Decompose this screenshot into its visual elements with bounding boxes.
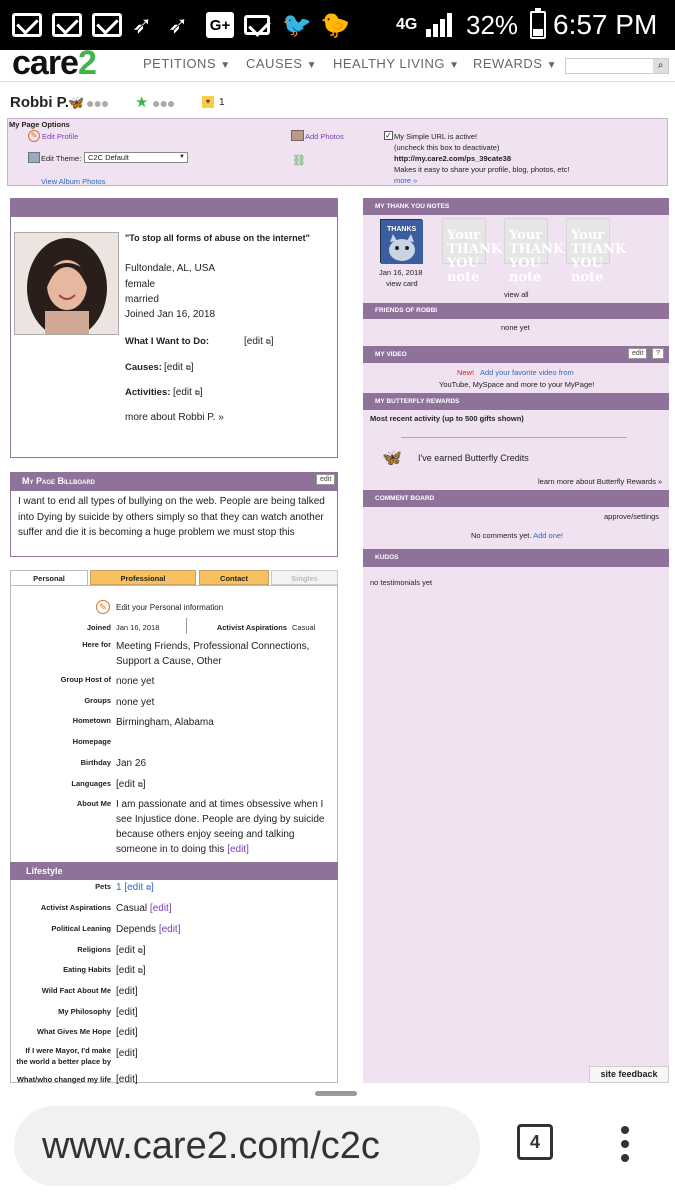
profile-location: Fultondale, AL, USA [125,263,216,274]
political-label: Political Leaning [51,924,111,933]
tab-personal[interactable]: Personal [10,570,88,585]
eating-edit-link[interactable]: [edit ⧉] [116,965,146,976]
drag-handle[interactable] [315,1091,357,1096]
gmail-icon [12,10,42,40]
video-edit-button[interactable]: edit [628,348,647,359]
simple-url-checkbox[interactable]: ✓ [385,131,392,140]
simple-url-status: My Simple URL is active! [394,132,478,141]
bird-icon: ➶ [168,11,189,39]
approve-settings-link[interactable]: approve/settings [604,512,660,521]
grouphost-value: none yet [116,676,155,687]
cat-card-icon [381,220,423,264]
tab-professional[interactable]: Professional [90,570,196,585]
edit-pencil-icon: ✎ [96,600,110,614]
status-bar [0,0,675,50]
theme-select[interactable]: C2C Default ▼ [84,152,188,163]
signal-icon [426,10,452,40]
more-link[interactable]: more » [394,176,418,185]
edit-profile-link[interactable]: Edit Profile [42,132,79,141]
view-card-link[interactable]: view card [386,279,418,288]
google-plus-icon: G+ [206,10,234,40]
changed-edit-link[interactable]: [edit] [116,1074,138,1085]
top-nav [0,44,675,82]
aboutme-label: About Me [76,799,111,808]
twitter-icon: 🐦 [282,11,312,39]
nav-petitions[interactable]: PETITIONS ▼ [143,56,231,71]
thank-you-card[interactable] [380,219,422,263]
activist-edit-link[interactable]: [edit] [149,903,172,914]
level-dots: ●●● [152,95,175,111]
card-text: THANKS [387,226,417,233]
thanks-date: Jan 16, 2018 [379,268,423,277]
video-line-2[interactable]: YouTube, MySpace and more to your MyPage! [439,380,595,389]
theme-icon [28,152,40,163]
religions-label: Religions [77,945,111,954]
battery-percent: 32% [466,9,519,40]
add-photos-link[interactable]: Add Photos [305,132,344,141]
simple-url[interactable]: http://my.care2.com/ps_39cate38 [394,154,512,163]
butterfly-icon: 🦋 [68,95,85,110]
religions-edit-link[interactable]: [edit ⧉] [116,945,146,956]
pets-value: 1 [edit ⧉] [116,882,154,893]
causes-edit-link[interactable]: [edit ⧉] [164,362,194,373]
view-all-link[interactable]: view all [504,290,529,299]
lifestyle-activist-label: Activist Aspirations [40,903,111,912]
more-vert-icon[interactable] [620,1126,630,1162]
herefor-value: Meeting Friends, Professional Connections, Support a Cause, Other [116,641,310,667]
joined-value: Jan 16, 2018 [116,623,160,632]
philosophy-edit-link[interactable]: [edit] [116,1007,138,1018]
butterfly-earned: I've earned Butterfly Credits [418,453,529,463]
video-help-button[interactable]: ? [652,348,664,359]
edit-theme-label: Edit Theme: [41,154,82,163]
mayor-label-2: the world a better place by [16,1057,111,1066]
divider [401,437,627,438]
gmail-icon [92,10,122,40]
hometown-label: Hometown [72,716,111,725]
thanks-header: MY THANK YOU NOTES [363,198,669,215]
nav-healthy-living[interactable]: HEALTHY LIVING ▼ [333,56,460,71]
languages-edit-link[interactable]: [edit ⧉] [116,779,146,790]
add-video-link[interactable]: Add your favorite video from [479,368,574,377]
tab-switcher-button[interactable]: 4 [517,1124,553,1160]
divider [186,618,187,634]
video-line-1: New! Add your favorite video from [457,368,574,377]
level-dots: ●●● [86,95,109,111]
butterfly-icon: 🦋 [382,450,402,467]
photos-icon [291,130,304,141]
causes-label: Causes: [125,362,162,373]
kudos-header: KUDOS [363,549,669,567]
note-placeholder-2: Your THANK YOU note [504,218,548,264]
mayor-label-1: If I were Mayor, I'd make [25,1046,111,1055]
profile-photo[interactable] [14,232,119,335]
browser-bar [0,1086,675,1200]
tab-contact[interactable]: Contact [199,570,269,585]
edit-box-icon: ⧉ [146,885,152,892]
tab-singles[interactable]: Singles [271,570,338,585]
friends-value: none yet [501,323,530,332]
lifestyle-activist-value: Casual [edit] [116,903,172,914]
mayor-edit-link[interactable]: [edit] [116,1048,138,1059]
battery-icon [530,10,546,40]
email-icon [244,10,270,40]
simple-url-desc: Makes it easy to share your profile, blog, photos, etc! [394,165,570,174]
philosophy-label: My Philosophy [58,1007,111,1016]
birthday-value: Jan 26 [116,758,147,769]
aboutme-edit-link[interactable]: [edit] [227,844,249,855]
wild-fact-label: Wild Fact About Me [41,986,111,995]
political-value: Depends [edit] [116,924,181,935]
languages-label: Languages [71,779,111,788]
note-placeholder-3: Your THANK YOU note [566,218,610,264]
edit-personal-link[interactable]: Edit your Personal information [116,603,224,612]
nav-rewards[interactable]: REWARDS ▼ [473,56,557,71]
hope-edit-link[interactable]: [edit] [116,1027,138,1038]
search-input[interactable] [565,58,669,74]
view-album-link[interactable]: View Album Photos [41,177,106,186]
comment-header: COMMENT BOARD [363,490,669,507]
link-chain-icon: ⛓ [292,155,306,167]
nav-causes[interactable]: CAUSES ▼ [246,56,317,71]
political-edit-link[interactable]: [edit] [158,924,181,935]
aboutme-value: I am passionate and at times obsessive when I see Injustice done. People are dying by suicide because others enjoy seeing and talking someone in to doing this [edit] [116,799,325,855]
network-indicator: 4G [396,16,418,33]
edit-box-icon: ⧉ [185,365,191,372]
simple-url-hint: (uncheck this box to deactivate) [394,143,500,152]
activities-label: Activities: [125,387,171,398]
butterfly-recent: Most recent activity (up to 500 gifts shown) [370,414,524,423]
url-field[interactable]: www.care2.com/c2c [14,1106,480,1186]
gmail-icon [52,10,82,40]
billboard-edit-button[interactable]: edit [316,474,335,485]
groups-label: Groups [84,696,111,705]
no-comments: No comments yet. Add one! [471,531,564,540]
lifestyle-header: Lifestyle [10,862,338,880]
profile-photo-image [15,233,119,335]
page-options-box [7,118,668,186]
twitter-bird-icon: 🐤 [320,11,350,39]
clock: 6:57 PM [553,9,658,40]
billboard-text: I want to end all types of bullying on the web. People are being talked into Dying by suicide by others simply so that they can watch another suffer and die it is becoming a huge problem we must stop this [18,496,325,538]
note-placeholder-1: Your THANK YOU note [442,218,486,264]
butterfly-header: MY BUTTERFLY REWARDS [363,393,669,410]
joined-label: Joined [86,623,111,632]
wild-fact-edit-link[interactable]: [edit] [116,986,138,997]
edit-box-icon: ⧉ [137,948,143,955]
edit-pencil-icon: ✎ [28,130,40,142]
profile-name: Robbi P. [10,94,69,111]
want-label: What I Want to Do: [125,336,210,347]
more-about-link[interactable]: more about Robbi P. » [125,412,224,423]
care2-logo[interactable]: care2 [12,44,96,82]
star-icon: ★ [135,94,149,111]
site-feedback-button[interactable]: site feedback [589,1066,669,1083]
hope-label: What Gives Me Hope [36,1027,111,1036]
profile-status: married [125,294,159,305]
activist-value: Casual [292,623,316,632]
activities-edit-link[interactable]: [edit ⧉] [173,387,203,398]
kudos-value: no testimonials yet [370,578,433,587]
video-header: MY VIDEO [363,346,669,363]
grouphost-label: Group Host of [60,675,111,684]
bird-icon: ➶ [132,11,153,39]
changed-label: What/who changed my life [16,1075,111,1084]
profile-gender: female [125,279,156,290]
about-panel-header [10,198,338,216]
profile-joined: Joined Jan 16, 2018 [125,309,216,320]
edit-box-icon: ⧉ [137,782,143,789]
search-icon[interactable]: ⌕ [653,59,668,73]
activist-label: Activist Aspirations [216,623,287,632]
edit-box-icon: ⧉ [137,968,143,975]
options-title: My Page Options [9,120,70,129]
hometown-value: Birmingham, Alabama [116,717,214,728]
eating-label: Eating Habits [63,965,111,974]
add-comment-link[interactable]: Add one! [533,531,564,540]
homepage-label: Homepage [72,737,111,746]
pets-edit-link[interactable]: [edit ⧉] [124,882,154,893]
herefor-label: Here for [82,640,111,649]
butterfly-learn-link[interactable]: learn more about Butterfly Rewards » [538,477,663,486]
birthday-label: Birthday [80,758,111,767]
pets-label: Pets [95,882,111,891]
want-edit-link[interactable]: [edit ⧉] [244,336,274,347]
profile-quote: "To stop all forms of abuse on the internet" [125,233,310,243]
edit-box-icon: ⧉ [265,339,271,346]
edit-box-icon: ⧉ [194,390,200,397]
star-count: 1 [219,97,225,108]
heart-badge-icon: ♥ [202,96,214,108]
billboard-header: My Page Billboard [10,472,338,490]
chevron-down-icon: ▼ [179,154,185,160]
groups-value: none yet [116,697,155,708]
friends-header: FRIENDS OF ROBBI [363,303,669,319]
